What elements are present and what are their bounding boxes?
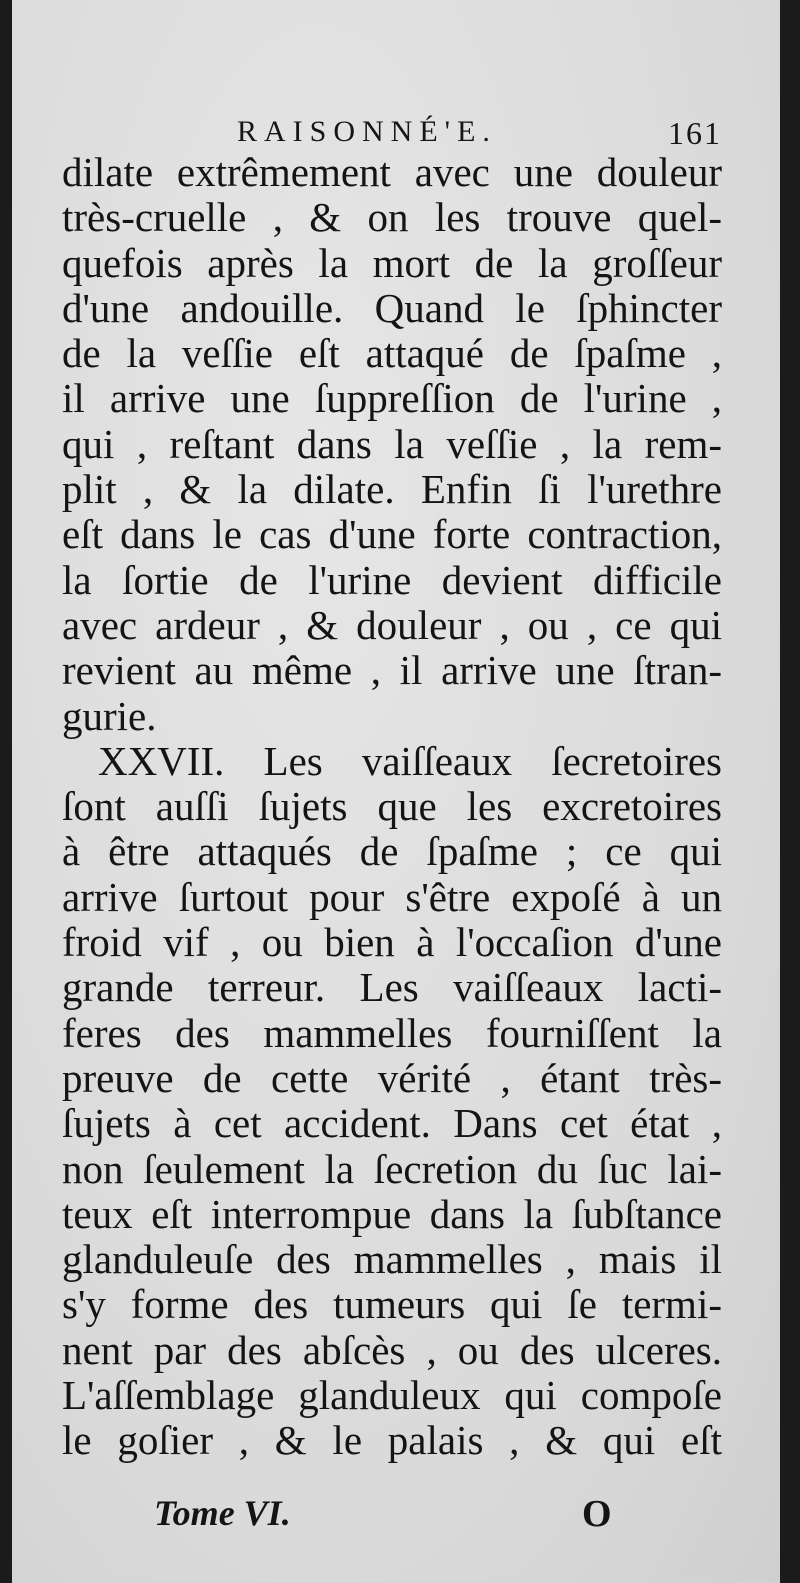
text-line: il arrive une ſuppreſſion de l'urine ,	[62, 375, 722, 422]
text-line: ſont auſſi ſujets que les excretoires	[62, 783, 722, 830]
running-title: RAISONNÉ'E.	[237, 115, 497, 148]
text-line: feres des mammelles fourniſſent la	[62, 1009, 722, 1056]
text-line: eſt dans le cas d'une forte contraction,	[62, 511, 722, 558]
section-heading-line: XXVII. Les vaiſſeaux ſecretoires	[98, 737, 722, 784]
text-line: teux eſt interrompue dans la ſubſtance	[62, 1190, 722, 1237]
text-line: quefois après la mort de la groſſeur	[62, 239, 722, 286]
text-line: dilate extrêmement avec une douleur	[62, 149, 722, 195]
text-line: grande terreur. Les vaiſſeaux lacti-	[62, 964, 722, 1011]
page-footer	[62, 1492, 722, 1542]
text-line: de la veſſie eſt attaqué de ſpaſme ,	[62, 330, 722, 377]
text-line: à être attaqués de ſpaſme ; ce qui	[62, 828, 722, 875]
text-line: qui , reſtant dans la veſſie , la rem-	[62, 420, 722, 467]
text-line: le goſier , & le palais , & qui eſt	[62, 1417, 722, 1464]
page-number: 161	[668, 115, 722, 151]
text-line: revient au même , il arrive une ſtran-	[62, 647, 722, 694]
text-line: la ſortie de l'urine devient difficile	[62, 556, 722, 603]
text-line: s'y forme des tumeurs qui ſe termi-	[62, 1281, 722, 1328]
text-line: non ſeulement la ſecretion du ſuc lai-	[62, 1145, 722, 1192]
text-line: nent par des abſcès , ou des ulceres.	[62, 1326, 722, 1373]
text-line: froid vif , ou bien à l'occaſion d'une	[62, 919, 722, 966]
text-line: avec ardeur , & douleur , ou , ce qui	[62, 601, 722, 648]
text-line: ſujets à cet accident. Dans cet état ,	[62, 1100, 722, 1147]
signature-mark: O	[582, 1493, 612, 1535]
text-line: L'aſſemblage glanduleux qui compoſe	[62, 1372, 722, 1419]
text-line: gurie.	[62, 692, 157, 739]
text-line: glanduleuſe des mammelles , mais il	[62, 1236, 722, 1283]
book-page	[12, 0, 780, 1583]
text-line: preuve de cette vérité , étant très-	[62, 1054, 722, 1101]
volume-label: Tome VI.	[154, 1493, 291, 1533]
text-line: plit , & la dilate. Enfin ſi l'urethre	[62, 466, 722, 513]
text-line: d'une andouille. Quand le ſphincter	[62, 284, 722, 331]
body-text	[62, 150, 722, 1464]
text-line: arrive ſurtout pour s'être expoſé à un	[62, 873, 722, 920]
text-line: très-cruelle , & on les trouve quel-	[62, 194, 722, 241]
